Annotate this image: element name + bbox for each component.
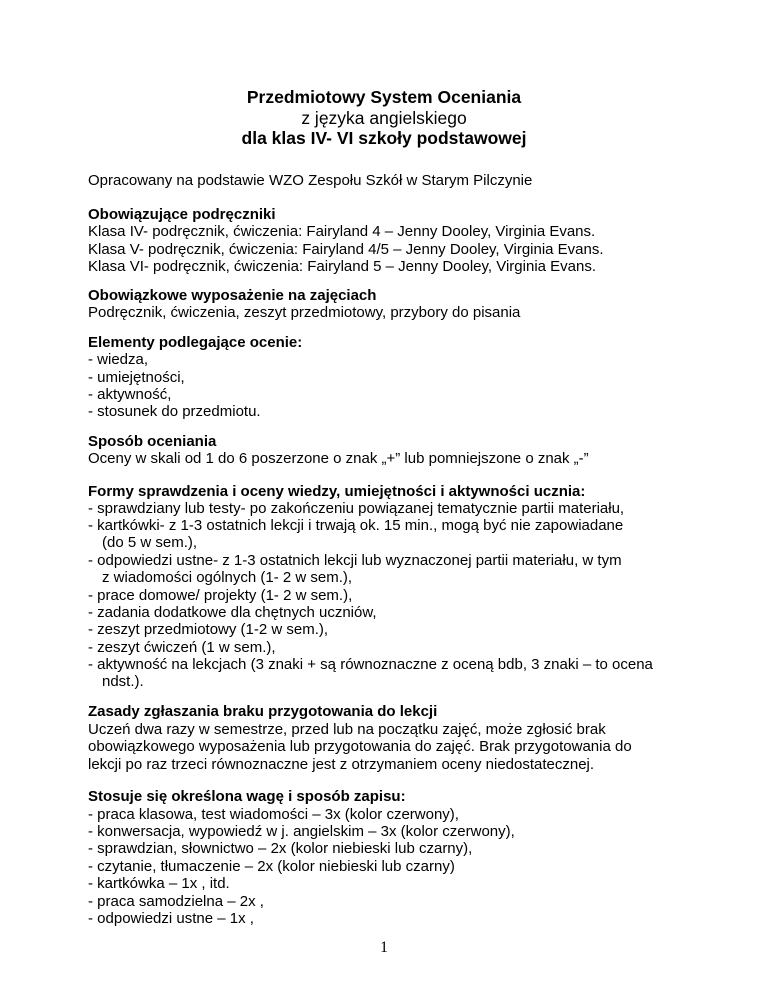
forms-line: - prace domowe/ projekty (1- 2 w sem.),	[88, 587, 353, 604]
forms-line: - sprawdziany lub testy- po zakończeniu powiązanej tematycznie partii materiału,	[88, 500, 625, 517]
forms-line: - zeszyt ćwiczeń (1 w sem.),	[88, 639, 276, 656]
forms-line: - zadania dodatkowe dla chętnych uczniów,	[88, 604, 377, 621]
method-heading: Sposób oceniania	[88, 433, 217, 450]
unprepared-line: obowiązkowego wyposażenia lub przygotowania do zajęć. Brak przygotowania do	[88, 738, 632, 755]
unprepared-line: lekcji po raz trzeci równoznaczne jest z otrzymaniem oceny niedostatecznej.	[88, 756, 595, 773]
forms-line: - kartkówki- z 1-3 ostatnich lekcji i trwają ok. 15 min., mogą być nie zapowiadane	[88, 517, 624, 534]
method-text: Oceny w skali od 1 do 6 poszerzone o znak „+” lub pomniejszone o znak „-”	[88, 450, 589, 467]
forms-line: - aktywność na lekcjach (3 znaki + są równoznaczne z oceną bdb, 3 znaki – to ocena	[88, 656, 653, 673]
document-subtitle: z języka angielskiego	[301, 108, 467, 128]
weights-item: - praca klasowa, test wiadomości – 3x (kolor czerwony),	[88, 806, 459, 823]
assessed-item: - umiejętności,	[88, 369, 185, 386]
document-title: Przedmiotowy System Oceniania	[246, 87, 522, 107]
equipment-heading: Obowiązkowe wyposażenie na zajęciach	[88, 287, 377, 304]
forms-heading: Formy sprawdzenia i oceny wiedzy, umiejętności i aktywności ucznia:	[88, 483, 586, 500]
unprepared-line: Uczeń dwa razy w semestrze, przed lub na początku zajęć, może zgłosić brak	[88, 721, 606, 738]
page-number: 1	[380, 939, 388, 956]
weights-item: - czytanie, tłumaczenie – 2x (kolor niebieski lub czarny)	[88, 858, 455, 875]
assessed-item: - wiedza,	[88, 351, 149, 368]
assessed-item: - aktywność,	[88, 386, 172, 403]
forms-line: (do 5 w sem.),	[102, 534, 198, 551]
weights-item: - konwersacja, wypowiedź w j. angielskim – 3x (kolor czerwony),	[88, 823, 515, 840]
document-subtitle-classes: dla klas IV- VI szkoły podstawowej	[241, 128, 527, 148]
intro-text: Opracowany na podstawie WZO Zespołu Szkół w Starym Pilczynie	[88, 172, 533, 189]
assessed-heading: Elementy podlegające ocenie:	[88, 334, 303, 351]
forms-line: z wiadomości ogólnych (1- 2 w sem.),	[102, 569, 353, 586]
weights-item: - praca samodzielna – 2x ,	[88, 893, 264, 910]
textbook-item: Klasa V- podręcznik, ćwiczenia: Fairyland 4/5 – Jenny Dooley, Virginia Evans.	[88, 241, 604, 258]
weights-item: - kartkówka – 1x , itd.	[88, 875, 230, 892]
weights-item: - sprawdzian, słownictwo – 2x (kolor niebieski lub czarny),	[88, 840, 473, 857]
equipment-text: Podręcznik, ćwiczenia, zeszyt przedmiotowy, przybory do pisania	[88, 304, 521, 321]
textbook-item: Klasa IV- podręcznik, ćwiczenia: Fairyland 4 – Jenny Dooley, Virginia Evans.	[88, 223, 596, 240]
forms-line: - zeszyt przedmiotowy (1-2 w sem.),	[88, 621, 329, 638]
forms-line: ndst.).	[102, 673, 144, 690]
weights-item: - odpowiedzi ustne – 1x ,	[88, 910, 254, 927]
weights-heading: Stosuje się określona wagę i sposób zapisu:	[88, 788, 406, 805]
textbooks-heading: Obowiązujące podręczniki	[88, 206, 276, 223]
forms-line: - odpowiedzi ustne- z 1-3 ostatnich lekcji lub wyznaczonej partii materiału, w tym	[88, 552, 622, 569]
unprepared-heading: Zasady zgłaszania braku przygotowania do lekcji	[88, 703, 438, 720]
assessed-item: - stosunek do przedmiotu.	[88, 403, 261, 420]
textbook-item: Klasa VI- podręcznik, ćwiczenia: Fairyland 5 – Jenny Dooley, Virginia Evans.	[88, 258, 597, 275]
